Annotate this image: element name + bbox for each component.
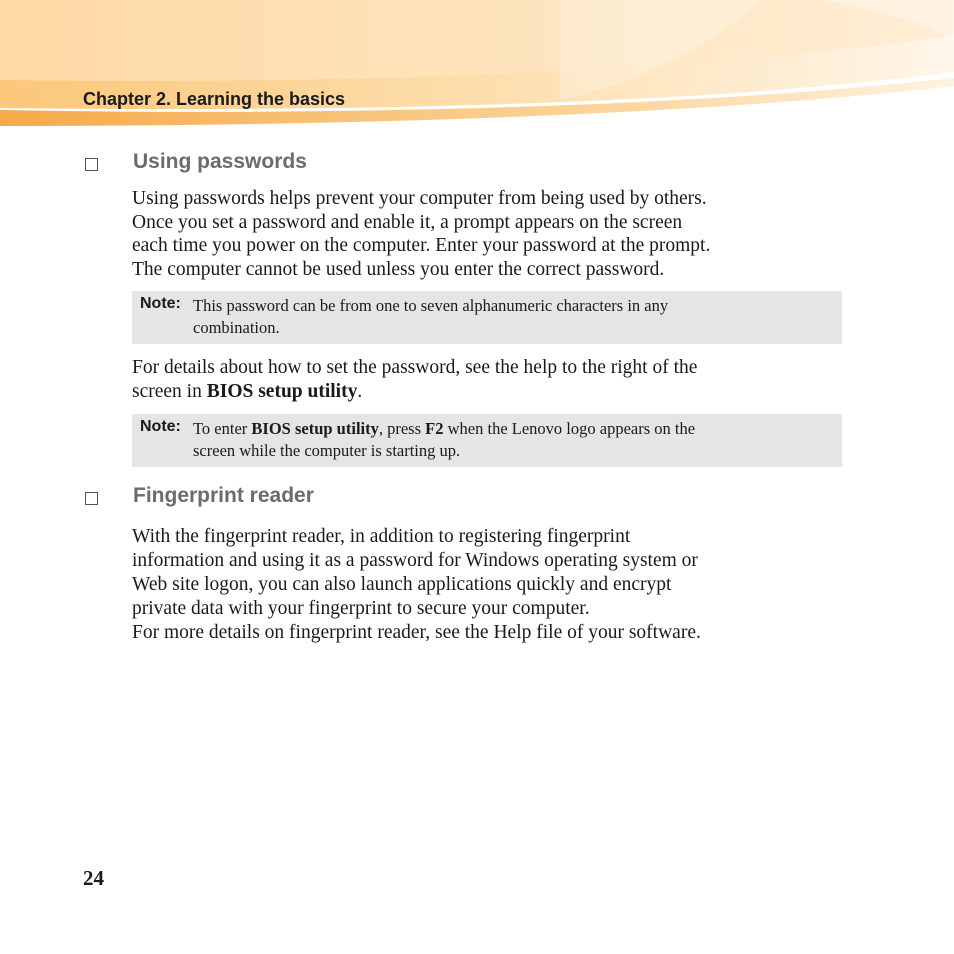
paragraph-line: private data with your fingerprint to secure your computer. (132, 598, 590, 619)
paragraph-line: information and using it as a password for Windows operating system or (132, 550, 698, 571)
note-box-enter-bios (132, 414, 842, 467)
paragraph-line: each time you power on the computer. Enter your password at the prompt. (132, 235, 711, 256)
chapter-title: Chapter 2. Learning the basics (83, 89, 346, 109)
page-number: 24 (83, 866, 104, 890)
paragraph-line: screen in BIOS setup utility. (132, 380, 363, 402)
passwords-paragraph (132, 187, 852, 281)
section-title: Fingerprint reader (133, 484, 314, 507)
details-paragraph (132, 356, 852, 403)
paragraph-line: With the fingerprint reader, in addition to registering fingerprint (132, 526, 631, 547)
paragraph-line: The computer cannot be used unless you enter the correct password. (132, 258, 665, 280)
note-box-password-length (132, 291, 842, 344)
paragraph-line: For details about how to set the password, see the help to the right of the (132, 357, 698, 378)
note-text: This password can be from one to seven alphanumeric characters in any combination. (193, 296, 669, 337)
paragraph-line: For more details on fingerprint reader, see the Help file of your software. (132, 622, 701, 643)
paragraph-line: Once you set a password and enable it, a prompt appears on the screen (132, 211, 683, 233)
square-bullet-icon (85, 492, 98, 505)
note-text: To enter BIOS setup utility, press F2 when the Lenovo logo appears on the screen while the computer is starting up. (193, 419, 696, 460)
fingerprint-paragraph (132, 525, 852, 645)
note-label: Note: (140, 295, 181, 312)
bios-setup-utility-term: BIOS setup utility (206, 380, 358, 402)
paragraph-line: Web site logon, you can also launch applications quickly and encrypt (132, 574, 672, 595)
header-decoration (0, 0, 954, 130)
paragraph-line: Using passwords helps prevent your computer from being used by others. (132, 188, 707, 209)
section-title: Using passwords (133, 150, 307, 173)
note-label: Note: (140, 418, 181, 435)
square-bullet-icon (85, 158, 98, 171)
